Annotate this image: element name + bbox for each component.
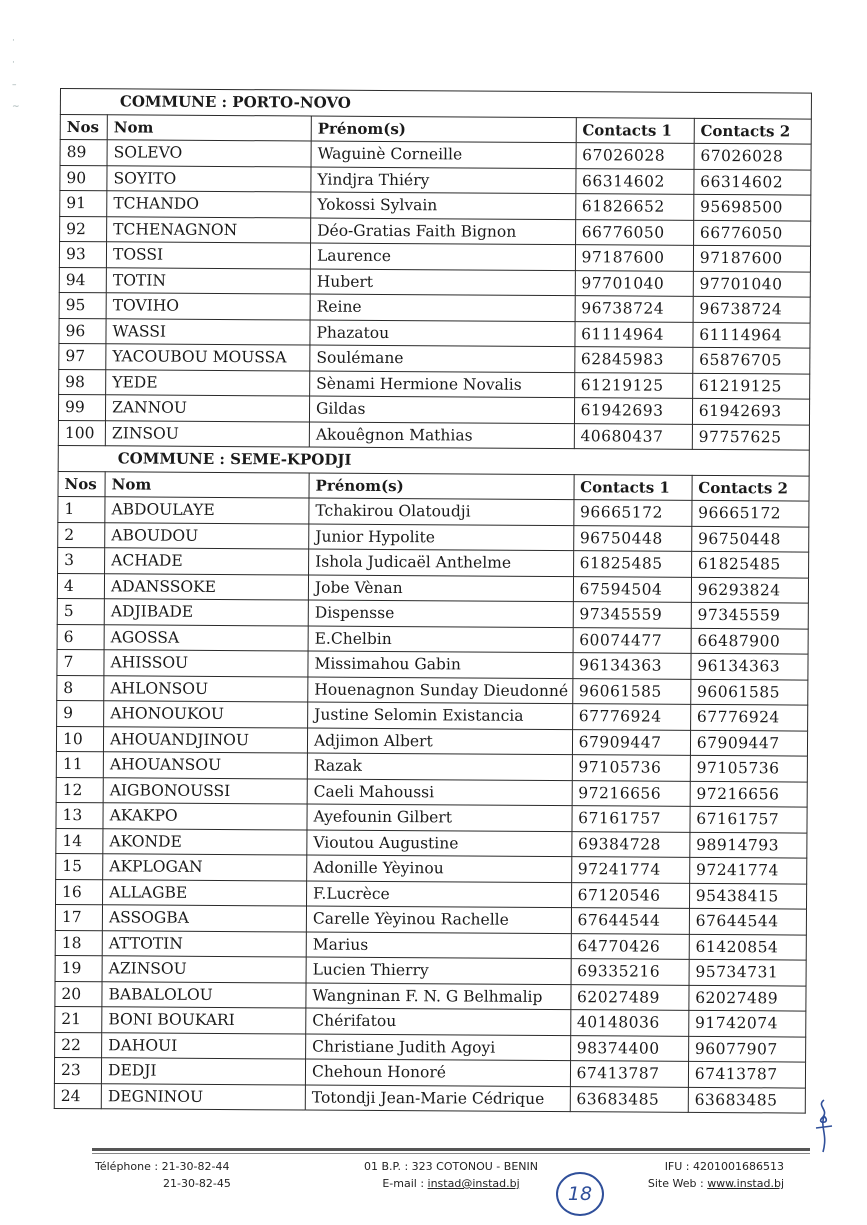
cell-contact-2: 96738724 xyxy=(693,296,810,322)
cell-contact-2: 65876705 xyxy=(693,347,810,373)
cell-contact-1: 97105736 xyxy=(572,755,690,781)
cell-nom: ADJIBADE xyxy=(104,599,308,626)
cell-contact-2: 97345559 xyxy=(691,602,808,628)
cell-contact-2: 96293824 xyxy=(691,577,808,603)
cell-prenom: Totondji Jean-Marie Cédrique xyxy=(305,1085,570,1112)
cell-contact-1: 61825485 xyxy=(573,551,691,577)
cell-nom: YEDE xyxy=(106,369,310,396)
roster-table-body xyxy=(54,89,811,1114)
cell-nos: 3 xyxy=(58,547,105,573)
cell-contact-1: 97701040 xyxy=(575,270,693,296)
cell-contact-2: 97241774 xyxy=(689,857,806,883)
cell-nos: 11 xyxy=(56,751,103,777)
cell-contact-2: 96134363 xyxy=(691,653,808,679)
cell-nom: DEGNINOU xyxy=(101,1083,305,1110)
cell-nom: AKPLOGAN xyxy=(103,854,307,881)
cell-contact-2: 97105736 xyxy=(690,755,807,781)
cell-contact-2: 96077907 xyxy=(688,1036,805,1062)
cell-prenom: Soulémane xyxy=(310,345,575,372)
cell-prenom: Waguinè Corneille xyxy=(311,141,576,168)
cell-prenom: Marius xyxy=(306,932,571,959)
cell-nos: 4 xyxy=(57,573,104,599)
cell-nos: 17 xyxy=(55,904,102,930)
footer-telephone xyxy=(95,1158,231,1192)
cell-nos: 23 xyxy=(54,1057,101,1083)
header-contacts-2: Contacts 2 xyxy=(694,118,811,144)
cell-contact-1: 69335216 xyxy=(571,959,689,985)
cell-prenom: Chehoun Honoré xyxy=(305,1059,570,1086)
header-contacts-2: Contacts 2 xyxy=(692,475,809,501)
cell-contact-2: 95698500 xyxy=(693,194,810,220)
cell-nos: 96 xyxy=(59,318,106,344)
cell-contact-2: 63683485 xyxy=(688,1087,805,1113)
cell-contact-1: 40148036 xyxy=(570,1010,688,1036)
cell-nom: AGOSSA xyxy=(104,624,308,651)
cell-nos: 21 xyxy=(55,1006,102,1032)
cell-nos: 97 xyxy=(59,343,106,369)
cell-contact-2: 97701040 xyxy=(693,271,810,297)
cell-prenom: Adjimon Albert xyxy=(307,728,572,755)
ifu-number: IFU : 4201001686513 xyxy=(664,1160,784,1173)
cell-contact-1: 96134363 xyxy=(572,653,690,679)
cell-contact-1: 67413787 xyxy=(570,1061,688,1087)
cell-nos: 18 xyxy=(55,930,102,956)
cell-contact-2: 61114964 xyxy=(693,322,810,348)
cell-contact-2: 67026028 xyxy=(694,143,811,169)
email-line xyxy=(356,1175,546,1192)
cell-nom: BONI BOUKARI xyxy=(102,1007,306,1034)
commune-title: COMMUNE : SEME-KPODJI xyxy=(58,445,809,475)
footer-address xyxy=(356,1158,546,1192)
cell-contact-1: 97187600 xyxy=(575,245,693,271)
cell-prenom: Missimahou Gabin xyxy=(308,651,573,678)
cell-contact-2: 67644544 xyxy=(689,908,806,934)
cell-nom: ABOUDOU xyxy=(105,522,309,549)
page-number: 18 xyxy=(567,1183,593,1205)
header-nom: Nom xyxy=(105,471,309,498)
cell-prenom: Reine xyxy=(310,294,575,321)
cell-nos: 89 xyxy=(60,140,107,166)
cell-prenom: Junior Hypolite xyxy=(309,524,574,551)
cell-nom: ACHADE xyxy=(105,548,309,575)
header-nos: Nos xyxy=(58,471,105,497)
cell-nos: 100 xyxy=(58,420,105,446)
cell-contact-1: 67776924 xyxy=(572,704,690,730)
cell-prenom: Ishola Judicaël Anthelme xyxy=(309,549,574,576)
cell-nom: BABALOLOU xyxy=(102,981,306,1008)
cell-contact-2: 96750448 xyxy=(691,526,808,552)
cell-nom: ABDOULAYE xyxy=(105,497,309,524)
cell-nos: 24 xyxy=(54,1083,101,1109)
cell-nom: YACOUBOU MOUSSA xyxy=(106,344,310,371)
footer-rule-thin xyxy=(92,1153,810,1154)
cell-contact-1: 63683485 xyxy=(570,1086,688,1112)
cell-contact-2: 61942693 xyxy=(692,398,809,424)
cell-contact-2: 91742074 xyxy=(688,1010,805,1036)
cell-nom: ATTOTIN xyxy=(102,930,306,957)
cell-nos: 99 xyxy=(58,394,105,420)
cell-prenom: Hubert xyxy=(310,269,575,296)
cell-nom: DEDJI xyxy=(101,1058,305,1085)
cell-nos: 6 xyxy=(57,624,104,650)
cell-contact-1: 61826652 xyxy=(575,194,693,220)
cell-prenom: Caeli Mahoussi xyxy=(307,779,572,806)
cell-contact-1: 67594504 xyxy=(573,576,691,602)
cell-nom: AHOUANSOU xyxy=(103,752,307,779)
cell-contact-2: 95734731 xyxy=(689,959,806,985)
cell-contact-2: 97187600 xyxy=(693,245,810,271)
cell-contact-1: 61942693 xyxy=(574,398,692,424)
cell-nom: AKONDE xyxy=(103,828,307,855)
signature-initials xyxy=(812,1098,836,1154)
cell-nos: 8 xyxy=(57,675,104,701)
cell-contact-1: 69384728 xyxy=(571,831,689,857)
cell-nom: AZINSOU xyxy=(102,956,306,983)
header-contacts-1: Contacts 1 xyxy=(576,117,694,143)
cell-contact-1: 98374400 xyxy=(570,1035,688,1061)
cell-contact-1: 67120546 xyxy=(571,882,689,908)
cell-contact-2: 67161757 xyxy=(690,806,807,832)
cell-nos: 5 xyxy=(57,598,104,624)
header-nos: Nos xyxy=(60,114,107,140)
cell-nom: ZINSOU xyxy=(105,420,309,447)
cell-nos: 1 xyxy=(58,496,105,522)
cell-nom: AKAKPO xyxy=(103,803,307,830)
cell-prenom: Vioutou Augustine xyxy=(307,830,572,857)
document-sheet xyxy=(54,88,812,1114)
website-line xyxy=(638,1175,784,1192)
cell-nom: TCHENAGNON xyxy=(107,216,311,243)
cell-contact-2: 67776924 xyxy=(690,704,807,730)
cell-contact-2: 66776050 xyxy=(693,220,810,246)
cell-prenom: Tchakirou Olatoudji xyxy=(309,498,574,525)
cell-prenom: Houenagnon Sunday Dieudonné xyxy=(308,677,573,704)
cell-prenom: Sènami Hermione Novalis xyxy=(310,371,575,398)
cell-prenom: Gildas xyxy=(309,396,574,423)
cell-prenom: Jobe Vènan xyxy=(308,575,573,602)
cell-contact-1: 96061585 xyxy=(572,678,690,704)
cell-contact-2: 96061585 xyxy=(691,679,808,705)
cell-nom: TCHANDO xyxy=(107,191,311,218)
cell-nom: AHONOUKOU xyxy=(104,701,308,728)
cell-nos: 14 xyxy=(56,828,103,854)
cell-nom: ADANSSOKE xyxy=(104,573,308,600)
postal-address: 01 B.P. : 323 COTONOU - BENIN xyxy=(364,1160,538,1173)
cell-nom: TOVIHO xyxy=(106,293,310,320)
cell-contact-1: 61114964 xyxy=(575,321,693,347)
email-label: E-mail : xyxy=(382,1177,428,1190)
roster-table xyxy=(54,88,812,1114)
cell-contact-1: 67026028 xyxy=(576,143,694,169)
table-row xyxy=(54,1083,805,1113)
cell-nom: AIGBONOUSSI xyxy=(103,777,307,804)
cell-contact-2: 96665172 xyxy=(692,500,809,526)
cell-prenom: Déo-Gratias Faith Bignon xyxy=(311,218,576,245)
cell-contact-2: 97216656 xyxy=(690,781,807,807)
telephone-line-2: 21-30-82-45 xyxy=(163,1177,231,1190)
cell-nom: TOSSI xyxy=(106,242,310,269)
cell-contact-1: 97345559 xyxy=(573,602,691,628)
page-number-stamp xyxy=(556,1172,604,1216)
cell-contact-2: 61825485 xyxy=(691,551,808,577)
cell-prenom: Christiane Judith Agoyi xyxy=(306,1034,571,1061)
cell-prenom: Yindjra Thiéry xyxy=(311,167,576,194)
cell-nos: 10 xyxy=(56,726,103,752)
cell-nom: ASSOGBA xyxy=(102,905,306,932)
cell-contact-2: 66487900 xyxy=(691,628,808,654)
cell-nom: AHLONSOU xyxy=(104,675,308,702)
cell-prenom: F.Lucrèce xyxy=(307,881,572,908)
cell-contact-2: 62027489 xyxy=(689,985,806,1011)
cell-nos: 2 xyxy=(58,522,105,548)
cell-contact-2: 61420854 xyxy=(689,934,806,960)
cell-contact-2: 95438415 xyxy=(689,883,806,909)
website-label: Site Web : xyxy=(647,1177,708,1190)
telephone-line-1: Téléphone : 21-30-82-44 xyxy=(95,1160,230,1173)
cell-nos: 92 xyxy=(60,216,107,242)
cell-contact-2: 61219125 xyxy=(692,373,809,399)
cell-prenom: Chérifatou xyxy=(306,1008,571,1035)
cell-nos: 20 xyxy=(55,981,102,1007)
cell-nom: AHISSOU xyxy=(104,650,308,677)
cell-nos: 95 xyxy=(59,292,106,318)
cell-contact-1: 67161757 xyxy=(572,806,690,832)
cell-contact-1: 96738724 xyxy=(575,296,693,322)
cell-nos: 16 xyxy=(56,879,103,905)
email-link[interactable]: instad@instad.bj xyxy=(427,1177,520,1190)
cell-prenom: Yokossi Sylvain xyxy=(311,192,576,219)
cell-nom: AHOUANDJINOU xyxy=(104,726,308,753)
cell-nom: ZANNOU xyxy=(106,395,310,422)
cell-contact-2: 66314602 xyxy=(694,169,811,195)
cell-nos: 13 xyxy=(56,802,103,828)
cell-contact-1: 97216656 xyxy=(572,780,690,806)
cell-nos: 15 xyxy=(56,853,103,879)
cell-nos: 98 xyxy=(59,369,106,395)
cell-contact-1: 64770426 xyxy=(571,933,689,959)
header-prenoms: Prénom(s) xyxy=(309,473,574,500)
cell-prenom: E.Chelbin xyxy=(308,626,573,653)
cell-prenom: Ayefounin Gilbert xyxy=(307,804,572,831)
cell-prenom: Akouêgnon Mathias xyxy=(309,422,574,449)
cell-nos: 91 xyxy=(60,191,107,217)
cell-contact-1: 97241774 xyxy=(571,857,689,883)
cell-nos: 90 xyxy=(60,165,107,191)
cell-contact-1: 66776050 xyxy=(575,219,693,245)
cell-contact-1: 67909447 xyxy=(572,729,690,755)
cell-contact-1: 66314602 xyxy=(575,168,693,194)
cell-contact-2: 67413787 xyxy=(688,1061,805,1087)
cell-contact-2: 98914793 xyxy=(690,832,807,858)
cell-contact-1: 40680437 xyxy=(574,423,692,449)
cell-nos: 9 xyxy=(57,700,104,726)
cell-nom: SOLEVO xyxy=(107,140,311,167)
cell-prenom: Laurence xyxy=(310,243,575,270)
cell-prenom: Phazatou xyxy=(310,320,575,347)
cell-nom: TOTIN xyxy=(106,267,310,294)
cell-contact-2: 97757625 xyxy=(692,424,809,450)
cell-nos: 22 xyxy=(55,1032,102,1058)
cell-prenom: Dispensse xyxy=(308,600,573,627)
website-link[interactable]: www.instad.bj xyxy=(707,1177,784,1190)
cell-contact-2: 67909447 xyxy=(690,730,807,756)
cell-nom: WASSI xyxy=(106,318,310,345)
cell-contact-1: 96750448 xyxy=(573,525,691,551)
cell-nom: SOYITO xyxy=(107,165,311,192)
footer-rule xyxy=(92,1148,810,1151)
scan-marks: · · – ~ xyxy=(12,36,20,112)
footer-ifu xyxy=(638,1158,784,1192)
cell-contact-1: 62845983 xyxy=(574,347,692,373)
cell-nos: 93 xyxy=(59,242,106,268)
cell-prenom: Razak xyxy=(307,753,572,780)
header-prenoms: Prénom(s) xyxy=(311,116,576,143)
cell-nom: ALLAGBE xyxy=(103,879,307,906)
cell-contact-1: 62027489 xyxy=(570,984,688,1010)
cell-contact-1: 96665172 xyxy=(573,500,691,526)
cell-contact-1: 60074477 xyxy=(573,627,691,653)
commune-title: COMMUNE : PORTO-NOVO xyxy=(60,89,811,119)
cell-prenom: Justine Selomin Existancia xyxy=(308,702,573,729)
cell-nos: 19 xyxy=(55,955,102,981)
header-nom: Nom xyxy=(107,114,311,141)
cell-prenom: Adonille Yèyinou xyxy=(307,855,572,882)
cell-nos: 94 xyxy=(59,267,106,293)
cell-nom: DAHOUI xyxy=(102,1032,306,1059)
cell-prenom: Carelle Yèyinou Rachelle xyxy=(306,906,571,933)
cell-prenom: Lucien Thierry xyxy=(306,957,571,984)
cell-contact-1: 67644544 xyxy=(571,908,689,934)
cell-nos: 7 xyxy=(57,649,104,675)
header-contacts-1: Contacts 1 xyxy=(574,474,692,500)
cell-prenom: Wangninan F. N. G Belhmalip xyxy=(306,983,571,1010)
cell-nos: 12 xyxy=(56,777,103,803)
cell-contact-1: 61219125 xyxy=(574,372,692,398)
